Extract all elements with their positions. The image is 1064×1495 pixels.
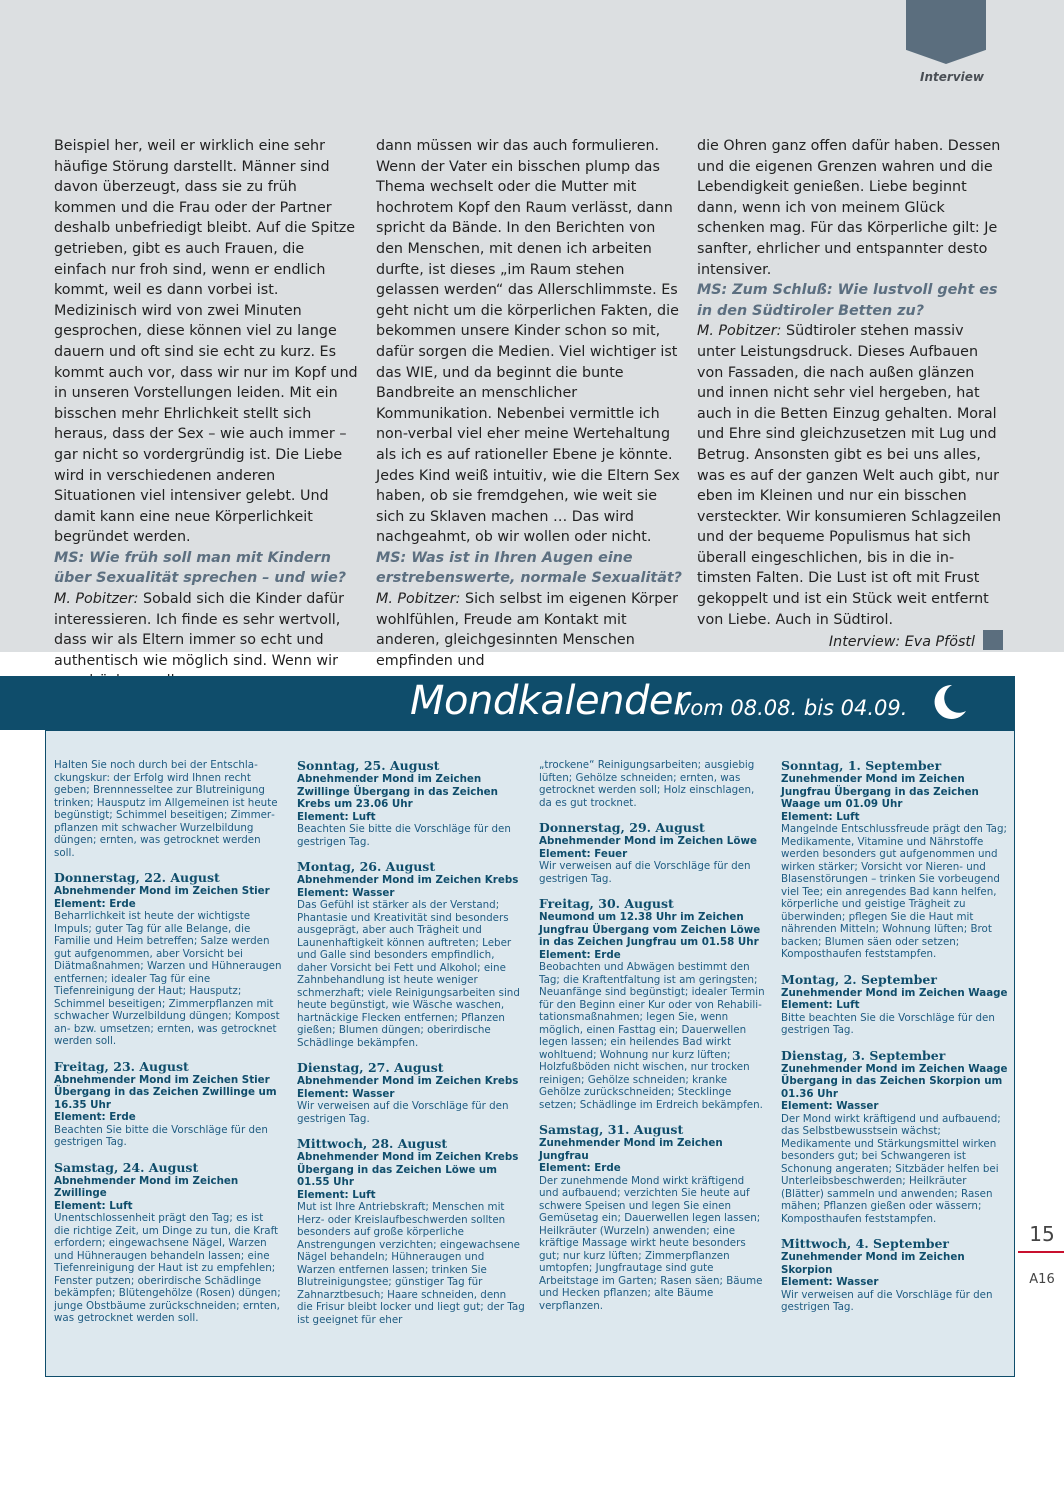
calendar-entry (781, 1237, 1009, 1314)
calendar-day-heading: Sonntag, 1. September (781, 758, 942, 773)
calendar-entry (54, 759, 282, 859)
moon-calendar-title: Mondkalender (410, 678, 689, 724)
calendar-entry-text: Halten Sie noch durch bei der Entschlackungskur: der Erfolg wird Ihnen recht geben; Brennnesseltee zur Blutreinigung trinken; Hausputz im Allgemeinen ist heute begünstigt; Schimmel beseitigen; Zimmerpflanzen mit schwacher Wurzelbildung düngen; ernten, was getrocknet werden soll. (54, 759, 278, 859)
crescent-moon-icon (928, 681, 970, 723)
interview-column-1 (54, 136, 360, 692)
page-code: A16 (1029, 1272, 1055, 1287)
calendar-entry (297, 1061, 525, 1125)
calendar-entry (781, 1049, 1009, 1226)
calendar-entry-text: Unentschlossenheit prägt den Tag; es ist die richtige Zeit, um Dinge zu tun, die Kraft erfordern; eingewachsene Nägel, Warzen und Hühneraugen behandeln lassen; eine Tiefenreinigung der Haut ist zu empfehlen; Fenster putzen; oberirdische Schädlinge bekämpfen; Blütengehölze (Rosen) düngen; junge Obstbäume zurückschneiden; ernten, was getrocknet werden soll. (54, 1212, 281, 1324)
calendar-day-heading: Mittwoch, 28. August (297, 1136, 448, 1151)
calendar-entry (54, 1161, 282, 1325)
calendar-day-heading: Freitag, 30. August (539, 896, 674, 911)
moon-calendar-date-range: vom 08.08. bis 04.09. (678, 696, 908, 720)
calendar-entry-text: Beharrlichkeit ist heute der wichtigste Impuls; guter Tag für alle Belange, die Familie und Heim betreffen; Salze werden gut aufgenommen, aber Vorsicht bei Diätmaßnahmen; Warzen und Hühneraugen entfernen; idealer Tag für eine Tiefenreinigung der Haut; Hausputz; Schimmel beseitigen; Zimmerpflanzen mit schwacher Wurzelbildung düngen; Kompost an- bzw. umsetzen; ernten, was getrocknet werden soll. (54, 910, 282, 1047)
interview-question: MS: Was ist in Ihren Augen eine erstrebenswerte, normale Sexualität? (376, 549, 682, 587)
calendar-entry-text: Bitte beachten Sie die Vorschläge für den gestrigen Tag. (781, 1011, 995, 1036)
calendar-day-heading: Dienstag, 3. September (781, 1047, 946, 1063)
calendar-entry-text: Wir verweisen auf die Vorschläge für den gestrigen Tag. (297, 1100, 509, 1125)
moon-calendar-box (45, 730, 1015, 1377)
calendar-element: Element: Luft (297, 810, 376, 823)
section-label: Interview (920, 70, 984, 84)
calendar-entry-text: Das Gefühl ist stärker als der Verstand; Phantasie und Kreativität sind besonders ausgeprägt, aber auch Trägheit und Launenhaftigkeit können auftreten; Leber und Galle sind besonders empfindlich, daher Vorsicht bei Fett und Alkohol; eine Zahnbehandlung ist heute weniger schmerzhaft; viele Reinigungsarbeiten sind heute begünstigt, wie Wäsche waschen, hartnäckige Flecken entfernen; Pflanzen gießen; Blumen düngen; oberirdische Schädlinge bekämpfen. (297, 899, 520, 1049)
calendar-element: Element: Wasser (781, 1276, 879, 1288)
calendar-entry-text: Der Mond wirkt kräftigend und aufbauend; das Selbstbewusstsein wächst; Medikamente und Stärkungsmittel wirken besonders gut; bei Schwangeren ist Schonung angeraten; Sitzbäder helfen bei Unterleibsbeschwerden; Heilkräuter (Blätter) sammeln und anwenden; Rasen mähen; Pflanzen gießen oder wässern; Komposthaufen feststampfen. (781, 1112, 1001, 1225)
calendar-entry (54, 1060, 282, 1149)
answer-text: Südtiroler stehen massiv unter Leistungsdruck. Dieses Aufbauen von Fassaden, die nach außen glänzen und innen nicht sehr viel hergeben, hat auch in die Betten Einzug gehalten. Moral und Ehre sind gleichzusetzen mit Lug und Betrug. Ansonsten gibt es bei uns alles, was es auf der ganzen Welt auch gibt, nur eben im Kleinen und nur ein bisschen versteckter. Wir konsumieren Schlagzeilen und der bequeme Populismus hat sich überall eingeschlichen, bis in die intimsten Falten. Die Lust ist oft mit Frust gekoppelt und ist ein Stück weit entfernt von Liebe. Auch in Südtirol. (697, 323, 1002, 628)
interview-section (0, 0, 1064, 669)
calendar-entry (54, 871, 282, 1048)
calendar-day-heading: Freitag, 23. August (54, 1058, 189, 1074)
calendar-element: Element: Erde (54, 897, 136, 910)
calendar-entry-text: Wir verweisen auf die Vorschläge für den gestrigen Tag. (539, 860, 751, 885)
interview-paragraph: die Ohren ganz offen dafür haben. Dessen und die eigenen Grenzen wahren und die Lebendigkeit genießen. Liebe beginnt dann, wenn ich von meinem Glück schenken mag. Für das Körperliche gilt: Je sanfter, ehrlicher und entspannter desto intensiver. (697, 138, 1001, 278)
speaker-name: M. Pobitzer: (697, 323, 782, 340)
calendar-moon-sign: Abnehmender Mond im Zeichen Zwillinge (54, 1174, 239, 1199)
calendar-day-heading: Donnerstag, 22. August (54, 870, 220, 885)
calendar-moon-sign: Zunehmender Mond im Zeichen Skorpion (781, 1251, 965, 1276)
interview-column-3 (697, 136, 1003, 653)
calendar-day-heading: Montag, 2. September (781, 971, 937, 987)
calendar-entry-text: Beachten Sie bitte die Vorschläge für den gestrigen Tag. (297, 823, 511, 848)
calendar-entry (781, 759, 1009, 961)
calendar-moon-sign: Neumond um 12.38 Uhr im Zeichen Jungfrau Übergang vom Zeichen Löwe in das Zeichen Jungfrau um 01.58 Uhr (539, 911, 761, 948)
calendar-column-1 (54, 759, 282, 1337)
interview-question: MS: Wie früh soll man mit Kindern über Sexualität sprechen – und wie? (54, 549, 347, 587)
moon-calendar-banner (0, 676, 1015, 730)
calendar-entry-text: Wir verweisen auf die Vorschläge für den gestrigen Tag. (781, 1288, 993, 1313)
interview-paragraph: dann müssen wir das auch formulieren. Wenn der Vater ein bisschen plump das Thema wechselt oder die Mutter mit hochrotem Kopf den Raum verlässt, dann spricht da Bände. In den Berichten von den Menschen, mit denen ich arbeiten durfte, ist dieses „im Raum stehen gelassen werden“ das Allerschlimmste. Es geht nicht um die körperlichen Fakten, die bekommen unsere Kinder schon so mit, dafür sorgen die Medien. Viel wichtiger ist das WIE, und da beginnt die bunte Bandbreite an menschlicher Kommunikation. Nebenbei vermittle ich non-verbal viel eher meine Wertehaltung als ich es auf rationeller Ebene je könnte. Jedes Kind weiß intuitiv, wie die Eltern Sex haben, ob sie fremdgehen, wie weit sie sich zu Sklaven machen … Das wird nachgeahmt, ob wir wollen oder nicht. (376, 138, 680, 546)
calendar-entry-text: „trockene“ Reinigungsarbeiten; ausgiebig lüften; Gehölze schneiden; ernten, was getrocknet werden soll; Holz einschlagen, da es gut trocknet. (539, 759, 755, 809)
calendar-entry-text: Beobachten und Abwägen bestimmt den Tag; die Kraftentfaltung ist am geringsten; Neuanfänge sind begünstigt; idealer Termin für den Beginn einer Kur oder von Rehabilitationsmaßnahmen; legen Sie, wenn möglich, einen Fasttag ein; Dauerwellen legen lassen; ein heilendes Bad wirkt wohltuend; Wohnung nur kurz lüften; Holzfußböden nicht wischen, nur trocken reinigen; Gehölze schneiden; kranke Gehölze zurückschneiden; Stecklinge setzen; Schädlinge im Erdreich bekämpfen. (539, 961, 765, 1111)
answer-text: Sich selbst im eigenen Körper wohlfühlen, Freude am Kontakt mit anderen, gleichgesinnten Menschen empfinden und (376, 591, 678, 669)
calendar-element: Element: Wasser (297, 886, 395, 899)
calendar-entry (539, 821, 767, 885)
calendar-element: Element: Feuer (539, 847, 628, 860)
calendar-entry (539, 897, 767, 1111)
calendar-column-4 (781, 759, 1009, 1326)
calendar-entry (297, 1137, 525, 1326)
calendar-entry-text: Mut ist Ihre Antriebskraft; Menschen mit Herz- oder Kreislaufbeschwerden sollten besonders auf große körperliche Anstrengungen verzichten; eingewachsene Nägel behandeln; Hühneraugen und Warzen entfernen lassen; trinken Sie Blutreinigungstee; günstiger Tag für Zahnarztbesuch; Haare schneiden, denn die Frisur bleibt locker und liegt gut; der Tag ist geeignet für eher (297, 1201, 525, 1326)
calendar-moon-sign: Zunehmender Mond im Zeichen Jungfrau (539, 1137, 723, 1162)
calendar-entry (539, 1123, 767, 1312)
calendar-day-heading: Dienstag, 27. August (297, 1060, 444, 1075)
calendar-moon-sign: Zunehmender Mond im Zeichen Jungfrau Übergang in das Zeichen Waage um 01.09 Uhr (781, 773, 979, 810)
calendar-element: Element: Erde (54, 1111, 136, 1123)
calendar-column-3 (539, 759, 767, 1324)
calendar-entry-text: Beachten Sie bitte die Vorschläge für den gestrigen Tag. (54, 1123, 268, 1148)
calendar-moon-sign: Zunehmender Mond im Zeichen Waage (781, 986, 1008, 999)
calendar-moon-sign: Abnehmender Mond im Zeichen Stier (54, 885, 270, 897)
calendar-day-heading: Samstag, 24. August (54, 1159, 199, 1175)
calendar-element: Element: Luft (781, 999, 860, 1011)
interview-answer (697, 321, 1003, 630)
calendar-element: Element: Luft (54, 1199, 133, 1212)
calendar-entry (781, 973, 1009, 1037)
page-number-rule (1018, 1251, 1064, 1253)
calendar-moon-sign: Abnehmender Mond im Zeichen Krebs (297, 874, 519, 886)
calendar-moon-sign: Abnehmender Mond im Zeichen Krebs Übergang in das Zeichen Löwe um 01.55 Uhr (297, 1151, 519, 1188)
calendar-day-heading: Samstag, 31. August (539, 1122, 684, 1137)
calendar-moon-sign: Abnehmender Mond im Zeichen Löwe (539, 835, 757, 847)
interview-answer (376, 589, 682, 671)
speaker-name: M. Pobitzer: (54, 591, 139, 608)
calendar-column-2 (297, 759, 525, 1338)
calendar-entry-text: Mangelnde Entschlussfreude prägt den Tag; Medikamente, Vitamine und Nährstoffe werden besonders gut aufgenommen und wirken stärker; Vorsicht vor Nieren- und Blasenstörungen – trinken Sie vorbeugend viel Tee; ein anregendes Bad kann helfen, körperliche und geistige Trägheit zu überwinden; pflegen Sie die Haut mit nährenden Mitteln; Wohnung lüften; Brot backen; Blumen säen oder setzen; Komposthaufen feststampfen. (781, 823, 1007, 960)
signature-text: Interview: Eva Pföstl (828, 634, 975, 651)
page-number: 15 (1029, 1222, 1055, 1246)
calendar-element: Element: Luft (297, 1188, 376, 1201)
calendar-day-heading: Montag, 26. August (297, 859, 436, 874)
calendar-entry-text: Der zunehmende Mond wirkt kräftigend und aufbauend; verzichten Sie heute auf schwere Speisen und legen Sie einen Gemüsetag ein; Dauerwellen legen lassen; Heilkräuter (Wurzeln) anwenden; eine kräftige Massage wirkt heute besonders gut; nur kurz lüften; Zimmerpflanzen umtopfen; Jungfrautage sind gute Arbeitstage im Garten; Rasen säen; Bäume und Hecken pflanzen; alte Bäume verpflanzen. (539, 1174, 763, 1312)
calendar-element: Element: Wasser (297, 1087, 395, 1100)
calendar-element: Element: Erde (539, 948, 621, 961)
interview-column-2 (376, 136, 682, 671)
calendar-day-heading: Mittwoch, 4. September (781, 1236, 949, 1251)
calendar-moon-sign: Abnehmender Mond im Zeichen Zwillinge Übergang in das Zeichen Krebs um 23.06 Uhr (297, 773, 498, 810)
calendar-element: Element: Wasser (781, 1100, 879, 1112)
interview-question: MS: Zum Schluß: Wie lustvoll geht es in den Südtiroler Betten zu? (697, 282, 998, 319)
end-mark (983, 630, 1003, 650)
calendar-moon-sign: Zunehmender Mond im Zeichen Waage Übergang in das Zeichen Skorpion um 01.36 Uhr (781, 1062, 1008, 1100)
calendar-entry (539, 759, 767, 809)
calendar-entry (297, 860, 525, 1049)
calendar-entry (297, 759, 525, 848)
calendar-day-heading: Donnerstag, 29. August (539, 820, 705, 835)
interview-paragraph: Beispiel her, weil er wirklich eine sehr häufige Störung darstellt. Männer sind davon überzeugt, dass sie zu früh kommen und die Frau oder der Partner deshalb unbefriedigt bleibt. Auf die Spitze getrieben, gibt es auch Frauen, die einfach nur froh sind, wenn er endlich kommt, weil es dann vorbei ist. Medizinisch wird von zwei Minuten gesprochen, diese können viel zu lange dauern und oft sind sie echt zu kurz. Es kommt auch vor, dass wir nur im Kopf und in unseren Vorstellungen leiden. Mit ein bisschen mehr Ehrlichkeit stellt sich heraus, dass der Sex – wie auch immer – gar nicht so vordergründig ist. Die Liebe wird in verschiedenen anderen Situationen viel intensiver gelebt. Und damit kann eine neue Körperlichkeit begründet werden. (54, 138, 358, 546)
interview-signature (697, 630, 1003, 653)
speaker-name: M. Pobitzer: (376, 591, 461, 608)
calendar-moon-sign: Abnehmender Mond im Zeichen Stier Übergang in das Zeichen Zwillinge um 16.35 Uhr (54, 1073, 277, 1111)
calendar-moon-sign: Abnehmender Mond im Zeichen Krebs (297, 1075, 519, 1087)
calendar-day-heading: Sonntag, 25. August (297, 758, 440, 773)
calendar-element: Element: Erde (539, 1162, 621, 1174)
answer-text: Sobald sich die Kinder dafür interessieren. Ich finde es sehr wertvoll, dass wir als Eltern immer so echt und authentisch wie möglich sind. Wenn wir (54, 591, 345, 669)
section-tab-marker (906, 0, 986, 64)
calendar-element: Element: Luft (781, 810, 860, 823)
